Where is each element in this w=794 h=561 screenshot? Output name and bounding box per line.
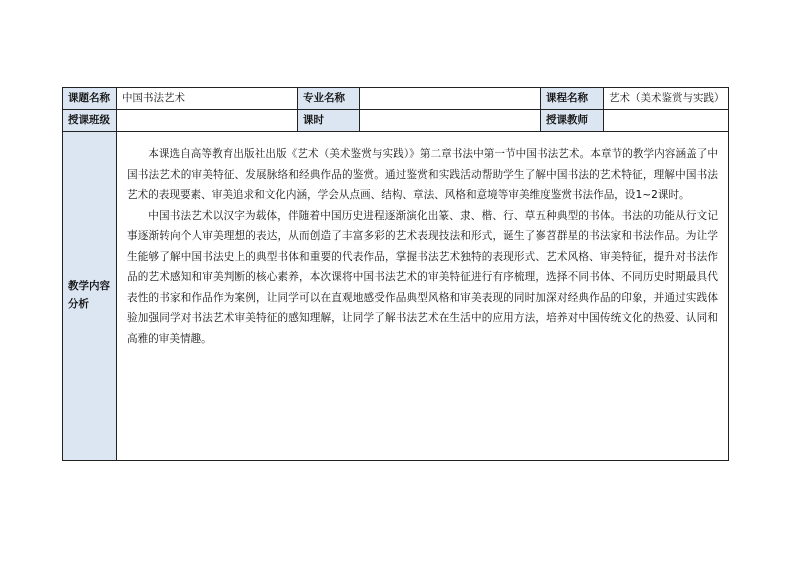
table-row [63, 110, 729, 132]
hours-label: 课时 [298, 110, 360, 132]
analysis-paragraph: 本课选自高等教育出版社出版《艺术（美术鉴赏与实践）》第二章书法中第一节中国书法艺术。本章节的教学内容涵盖了中国书法艺术的审美特征、发展脉络和经典作品的鉴赏。通过鉴赏和实践活动帮助学生了解中国书法的艺术特征，理解中国书法艺术的表现要素、审美追求和文化内涵，学会从点画、结构、章法、风格和意境等审美维度鉴赏书法作品，设1~2课时。 [127, 148, 718, 201]
table-row [63, 132, 729, 461]
hours-value [360, 110, 541, 132]
analysis-body [117, 132, 729, 461]
course-label: 课程名称 [541, 88, 604, 110]
course-name-value: 中国书法艺术 [117, 88, 298, 110]
major-value [360, 88, 541, 110]
teacher-label: 授课教师 [541, 110, 604, 132]
major-label: 专业名称 [298, 88, 360, 110]
analysis-paragraph: 中国书法艺术以汉字为载体，伴随着中国历史进程逐渐演化出篆、隶、楷、行、草五种典型的书体。书法的功能从行文记事逐渐转向个人审美理想的表达，从而创造了丰富多彩的艺术表现技法和形式，诞生了嵾苕群星的书法家和书法作品。为让学生能够了解中国书法史上的典型书体和重要的代表作品，掌握书法艺术独特的表现形式、艺术风格、审美特征，提升对书法作品的艺术感知和审美判断的核心素养，本次课将中国书法艺术的审美特征进行有序梳理，选择不同书体、不同历史时期最具代表性的书家和作品作为案例，让同学可以在直观地感受作品典型风格和审美表现的同时加深对经典作品的印象，并通过实践体验加强同学对书法艺术审美特征的感知理解，让同学了解书法艺术在生活中的应用方法，培养对中国传统文化的热爱、认同和高雅的审美情趣。 [127, 209, 718, 345]
lesson-plan-table [62, 87, 729, 461]
teacher-value [604, 110, 729, 132]
course-value: 艺术（美术鉴赏与实践） [604, 88, 729, 110]
analysis-text [117, 132, 728, 349]
table-row [63, 88, 729, 110]
class-label: 授课班级 [63, 110, 117, 132]
class-value [117, 110, 298, 132]
analysis-label: 教学内容分析 [63, 132, 117, 461]
course-name-label: 课题名称 [63, 88, 117, 110]
